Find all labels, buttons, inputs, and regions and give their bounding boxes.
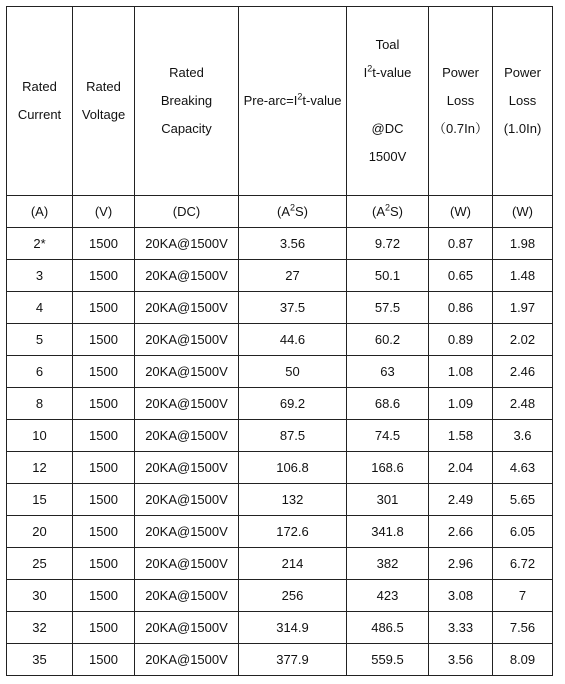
header-breaking-capacity: Rated Breaking Capacity bbox=[135, 7, 239, 196]
header-power-loss-10: Power Loss (1.0In) bbox=[493, 7, 553, 196]
cell-rated-current: 20 bbox=[7, 516, 73, 548]
cell-power-loss-10: 3.6 bbox=[493, 420, 553, 452]
table-row bbox=[7, 356, 553, 388]
cell-rated-voltage: 1500 bbox=[73, 516, 135, 548]
units-row bbox=[7, 196, 553, 228]
cell-power-loss-07: 2.04 bbox=[429, 452, 493, 484]
fuse-ratings-table bbox=[6, 6, 553, 676]
cell-rated-voltage: 1500 bbox=[73, 388, 135, 420]
cell-breaking-capacity: 20KA@1500V bbox=[135, 612, 239, 644]
unit-cell: (W) bbox=[493, 196, 553, 228]
cell-power-loss-10: 8.09 bbox=[493, 644, 553, 676]
table-row bbox=[7, 548, 553, 580]
unit-cell: $(A^2S)$ bbox=[347, 196, 429, 228]
cell-power-loss-07: 1.09 bbox=[429, 388, 493, 420]
cell-power-loss-07: 3.33 bbox=[429, 612, 493, 644]
cell-power-loss-10: 7 bbox=[493, 580, 553, 612]
cell-breaking-capacity: 20KA@1500V bbox=[135, 324, 239, 356]
cell-total-i2t: 50.1 bbox=[347, 260, 429, 292]
cell-total-i2t: 301 bbox=[347, 484, 429, 516]
cell-total-i2t: 60.2 bbox=[347, 324, 429, 356]
header-row bbox=[7, 7, 553, 196]
cell-power-loss-07: 2.96 bbox=[429, 548, 493, 580]
cell-pre-arc-i2t: 256 bbox=[239, 580, 347, 612]
table-row bbox=[7, 580, 553, 612]
cell-total-i2t: 423 bbox=[347, 580, 429, 612]
table-row bbox=[7, 292, 553, 324]
cell-power-loss-07: 0.86 bbox=[429, 292, 493, 324]
cell-breaking-capacity: 20KA@1500V bbox=[135, 644, 239, 676]
cell-total-i2t: 382 bbox=[347, 548, 429, 580]
table-row bbox=[7, 420, 553, 452]
unit-cell: (V) bbox=[73, 196, 135, 228]
cell-breaking-capacity: 20KA@1500V bbox=[135, 516, 239, 548]
cell-rated-current: 32 bbox=[7, 612, 73, 644]
cell-rated-current: 6 bbox=[7, 356, 73, 388]
unit-cell: (A) bbox=[7, 196, 73, 228]
cell-power-loss-10: 6.05 bbox=[493, 516, 553, 548]
cell-rated-voltage: 1500 bbox=[73, 228, 135, 260]
cell-rated-voltage: 1500 bbox=[73, 612, 135, 644]
cell-pre-arc-i2t: 132 bbox=[239, 484, 347, 516]
cell-total-i2t: 63 bbox=[347, 356, 429, 388]
cell-rated-voltage: 1500 bbox=[73, 548, 135, 580]
table-row bbox=[7, 324, 553, 356]
cell-rated-current: 12 bbox=[7, 452, 73, 484]
cell-power-loss-10: 2.02 bbox=[493, 324, 553, 356]
cell-rated-current: 30 bbox=[7, 580, 73, 612]
table-row bbox=[7, 228, 553, 260]
cell-rated-voltage: 1500 bbox=[73, 580, 135, 612]
cell-power-loss-07: 1.08 bbox=[429, 356, 493, 388]
table-row bbox=[7, 452, 553, 484]
header-total-i2t: Toal $I^2t$-value @DC 1500V bbox=[347, 7, 429, 196]
header-rated-voltage: Rated Voltage bbox=[73, 7, 135, 196]
cell-breaking-capacity: 20KA@1500V bbox=[135, 548, 239, 580]
cell-power-loss-07: 0.65 bbox=[429, 260, 493, 292]
cell-power-loss-10: 1.98 bbox=[493, 228, 553, 260]
cell-rated-voltage: 1500 bbox=[73, 452, 135, 484]
unit-cell: (DC) bbox=[135, 196, 239, 228]
cell-total-i2t: 74.5 bbox=[347, 420, 429, 452]
cell-rated-voltage: 1500 bbox=[73, 644, 135, 676]
table-body bbox=[7, 228, 553, 676]
cell-breaking-capacity: 20KA@1500V bbox=[135, 580, 239, 612]
cell-rated-current: 4 bbox=[7, 292, 73, 324]
cell-power-loss-10: 1.48 bbox=[493, 260, 553, 292]
cell-breaking-capacity: 20KA@1500V bbox=[135, 420, 239, 452]
cell-rated-voltage: 1500 bbox=[73, 292, 135, 324]
cell-power-loss-10: 4.63 bbox=[493, 452, 553, 484]
header-rated-current: Rated Current bbox=[7, 7, 73, 196]
cell-power-loss-10: 7.56 bbox=[493, 612, 553, 644]
cell-pre-arc-i2t: 69.2 bbox=[239, 388, 347, 420]
unit-cell: $(A^2S)$ bbox=[239, 196, 347, 228]
cell-total-i2t: 341.8 bbox=[347, 516, 429, 548]
cell-rated-voltage: 1500 bbox=[73, 260, 135, 292]
cell-breaking-capacity: 20KA@1500V bbox=[135, 292, 239, 324]
cell-rated-current: 3 bbox=[7, 260, 73, 292]
cell-rated-voltage: 1500 bbox=[73, 356, 135, 388]
header-pre-arc-i2t: Pre-$arc=I^2t$-value bbox=[239, 7, 347, 196]
unit-cell: (W) bbox=[429, 196, 493, 228]
cell-breaking-capacity: 20KA@1500V bbox=[135, 452, 239, 484]
table-row bbox=[7, 516, 553, 548]
cell-pre-arc-i2t: 27 bbox=[239, 260, 347, 292]
cell-power-loss-10: 1.97 bbox=[493, 292, 553, 324]
table-row bbox=[7, 260, 553, 292]
cell-pre-arc-i2t: 172.6 bbox=[239, 516, 347, 548]
cell-rated-current: 2* bbox=[7, 228, 73, 260]
cell-rated-current: 8 bbox=[7, 388, 73, 420]
cell-power-loss-07: 1.58 bbox=[429, 420, 493, 452]
cell-pre-arc-i2t: 377.9 bbox=[239, 644, 347, 676]
table-row bbox=[7, 388, 553, 420]
cell-breaking-capacity: 20KA@1500V bbox=[135, 260, 239, 292]
header-power-loss-07: Power Loss （0.7In） bbox=[429, 7, 493, 196]
cell-power-loss-07: 3.08 bbox=[429, 580, 493, 612]
cell-total-i2t: 168.6 bbox=[347, 452, 429, 484]
cell-rated-current: 10 bbox=[7, 420, 73, 452]
cell-pre-arc-i2t: 314.9 bbox=[239, 612, 347, 644]
cell-total-i2t: 486.5 bbox=[347, 612, 429, 644]
cell-breaking-capacity: 20KA@1500V bbox=[135, 356, 239, 388]
cell-power-loss-10: 5.65 bbox=[493, 484, 553, 516]
cell-breaking-capacity: 20KA@1500V bbox=[135, 228, 239, 260]
cell-rated-voltage: 1500 bbox=[73, 484, 135, 516]
cell-breaking-capacity: 20KA@1500V bbox=[135, 484, 239, 516]
cell-power-loss-10: 2.46 bbox=[493, 356, 553, 388]
cell-rated-current: 35 bbox=[7, 644, 73, 676]
cell-power-loss-07: 2.49 bbox=[429, 484, 493, 516]
cell-rated-current: 5 bbox=[7, 324, 73, 356]
cell-pre-arc-i2t: 44.6 bbox=[239, 324, 347, 356]
cell-rated-voltage: 1500 bbox=[73, 324, 135, 356]
cell-pre-arc-i2t: 87.5 bbox=[239, 420, 347, 452]
cell-rated-current: 15 bbox=[7, 484, 73, 516]
cell-total-i2t: 68.6 bbox=[347, 388, 429, 420]
cell-power-loss-07: 0.89 bbox=[429, 324, 493, 356]
cell-total-i2t: 57.5 bbox=[347, 292, 429, 324]
cell-rated-current: 25 bbox=[7, 548, 73, 580]
cell-power-loss-07: 3.56 bbox=[429, 644, 493, 676]
table-row bbox=[7, 612, 553, 644]
cell-pre-arc-i2t: 214 bbox=[239, 548, 347, 580]
cell-pre-arc-i2t: 37.5 bbox=[239, 292, 347, 324]
table-row bbox=[7, 484, 553, 516]
table-row bbox=[7, 644, 553, 676]
cell-breaking-capacity: 20KA@1500V bbox=[135, 388, 239, 420]
cell-power-loss-10: 6.72 bbox=[493, 548, 553, 580]
cell-power-loss-07: 2.66 bbox=[429, 516, 493, 548]
cell-power-loss-07: 0.87 bbox=[429, 228, 493, 260]
cell-total-i2t: 9.72 bbox=[347, 228, 429, 260]
cell-pre-arc-i2t: 3.56 bbox=[239, 228, 347, 260]
cell-pre-arc-i2t: 106.8 bbox=[239, 452, 347, 484]
cell-power-loss-10: 2.48 bbox=[493, 388, 553, 420]
cell-pre-arc-i2t: 50 bbox=[239, 356, 347, 388]
cell-total-i2t: 559.5 bbox=[347, 644, 429, 676]
cell-rated-voltage: 1500 bbox=[73, 420, 135, 452]
